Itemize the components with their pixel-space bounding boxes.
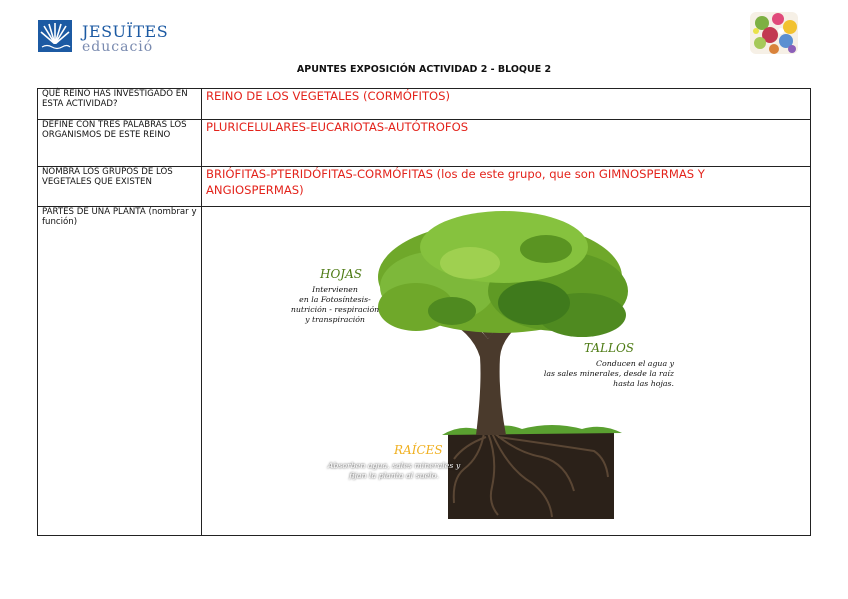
raices-description: Absorben agua, sales minerales y fijan la planta al suelo.	[327, 461, 461, 480]
logo-subtitle: educació	[82, 39, 154, 55]
table-row	[38, 167, 811, 207]
logo-name: JESUÏTES	[82, 22, 169, 41]
answer-cell: BRIÓFITAS-PTERIDÓFITAS-CORMÓFITAS (los de este grupo, que son GIMNOSPERMAS Y ANGIOSPERMAS)	[202, 167, 811, 207]
table-row	[38, 207, 811, 536]
document-title: APUNTES EXPOSICIÓN ACTIVIDAD 2 - BLOQUE 2	[296, 64, 552, 75]
tallos-description: Conducen el agua y las sales minerales, desde la raíz hasta las hojas.	[543, 359, 674, 388]
table-row	[38, 89, 811, 120]
question-cell: DEFINE CON TRES PALABRAS LOS ORGANISMOS DE ESTE REINO	[38, 120, 202, 167]
jesuites-logo	[38, 20, 178, 58]
answer-cell: PLURICELULARES-EUCARIOTAS-AUTÓTROFOS	[202, 120, 811, 167]
raices-title: RAÍCES	[394, 443, 443, 457]
sun-rays-icon	[38, 20, 72, 52]
question-cell: PARTES DE UNA PLANTA (nombrar y función)	[38, 207, 202, 536]
plant-diagram-cell	[202, 207, 811, 536]
hojas-title: HOJAS	[320, 267, 362, 281]
plants-collage-image	[748, 9, 800, 57]
table-row	[38, 120, 811, 167]
plant-diagram	[202, 207, 810, 535]
hojas-description: Intervienen en la Fotosíntesis- nutrición - respiración y transpiración	[290, 285, 380, 324]
question-cell: QUÈ REINO HAS INVESTIGADO EN ESTA ACTIVIDAD?	[38, 89, 202, 120]
question-cell: NOMBRA LOS GRUPOS DE LOS VEGETALES QUE EXISTEN	[38, 167, 202, 207]
tallos-title: TALLOS	[584, 341, 635, 355]
canopy	[378, 211, 628, 337]
answer-cell: REINO DE LOS VEGETALES (CORMÓFITOS)	[202, 89, 811, 120]
notes-table	[37, 88, 811, 536]
